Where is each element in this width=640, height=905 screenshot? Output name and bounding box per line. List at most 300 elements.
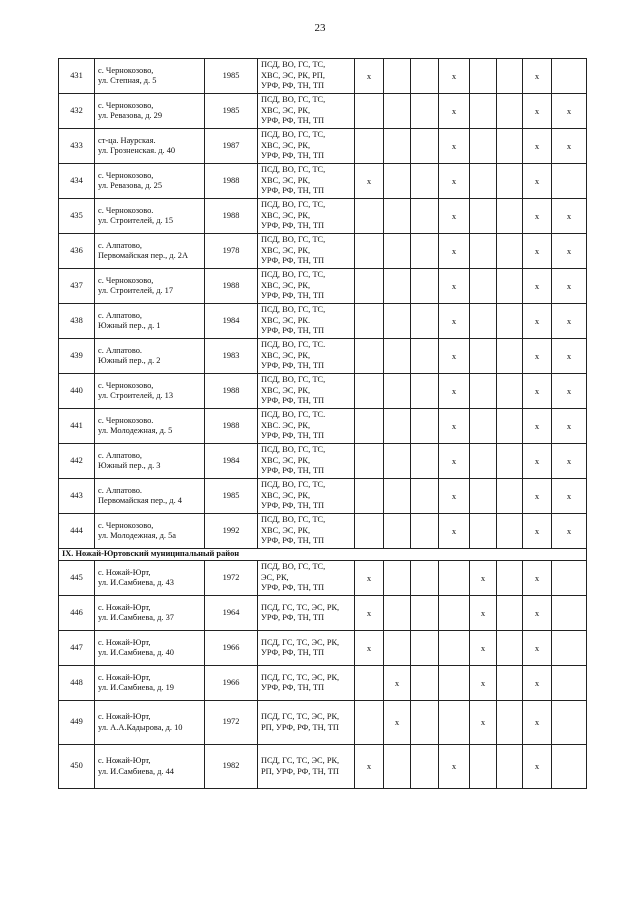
works-line: ЭС, РК,	[261, 572, 289, 582]
mark-cell-5	[470, 479, 497, 514]
mark-cell-7: x	[523, 631, 552, 666]
mark-cell-8: x	[552, 304, 587, 339]
mark-cell-2	[384, 94, 411, 129]
works-line: УРФ, РФ, ТН, ТП	[261, 466, 325, 476]
mark-cell-6	[497, 596, 523, 631]
mark-cell-5	[470, 59, 497, 94]
works-line: ПСД, ВО, ГС, ТС,	[261, 515, 326, 525]
mark-cell-6	[497, 339, 523, 374]
mark-cell-1	[355, 409, 384, 444]
address-cell	[95, 129, 205, 164]
mark-cell-8: x	[552, 234, 587, 269]
address-line: Первомайская пер., д. 2А	[98, 251, 188, 260]
works-line: УРФ, РФ, ТН, ТП	[261, 683, 325, 692]
address-cell	[95, 339, 205, 374]
works-line: УРФ, РФ, ТН, ТП	[261, 501, 325, 511]
address-cell	[95, 59, 205, 94]
address-cell	[95, 631, 205, 666]
table-row	[59, 514, 587, 549]
year-cell: 1988	[205, 269, 258, 304]
mark-cell-2	[384, 269, 411, 304]
works-cell	[258, 59, 355, 94]
mark-cell-7: x	[523, 304, 552, 339]
table-row	[59, 129, 587, 164]
works-line: ХВС, ЭС, РК,	[261, 350, 311, 360]
mark-cell-5: x	[470, 561, 497, 596]
mark-cell-3	[411, 596, 439, 631]
mark-cell-4: x	[439, 234, 470, 269]
works-line: ХВС, ЭС, РК,	[261, 490, 311, 500]
year-cell: 1992	[205, 514, 258, 549]
mark-cell-5	[470, 409, 497, 444]
mark-cell-4	[439, 631, 470, 666]
mark-cell-2	[384, 199, 411, 234]
mark-cell-2	[384, 479, 411, 514]
mark-cell-4: x	[439, 409, 470, 444]
works-line: ПСД, ВО, ГС, ТС,	[261, 305, 326, 315]
mark-cell-3	[411, 561, 439, 596]
works-cell	[258, 164, 355, 199]
mark-cell-1	[355, 129, 384, 164]
mark-cell-7: x	[523, 94, 552, 129]
address-cell	[95, 514, 205, 549]
mark-cell-3	[411, 129, 439, 164]
mark-cell-4: x	[439, 199, 470, 234]
mark-cell-7: x	[523, 199, 552, 234]
works-line: УРФ, РФ, ТН, ТП	[261, 431, 325, 441]
mark-cell-2	[384, 374, 411, 409]
mark-cell-1: x	[355, 631, 384, 666]
works-cell	[258, 631, 355, 666]
mark-cell-2	[384, 409, 411, 444]
mark-cell-4: x	[439, 269, 470, 304]
works-line: ПСД, ГС, ТС, ЭС, РК,	[261, 602, 340, 612]
mark-cell-5	[470, 94, 497, 129]
works-line: УРФ, РФ, ТН, ТП	[261, 536, 325, 546]
table-row	[59, 701, 587, 745]
row-number: 441	[59, 409, 95, 444]
mark-cell-4: x	[439, 374, 470, 409]
row-number: 439	[59, 339, 95, 374]
row-number: 434	[59, 164, 95, 199]
address-line: с. Чернокозово.	[98, 415, 154, 425]
mark-cell-1	[355, 374, 384, 409]
mark-cell-8	[552, 596, 587, 631]
mark-cell-3	[411, 631, 439, 666]
address-line: с. Чернокозово,	[98, 380, 154, 390]
mark-cell-1	[355, 269, 384, 304]
table-row	[59, 596, 587, 631]
works-cell	[258, 666, 355, 701]
row-number: 446	[59, 596, 95, 631]
address-cell	[95, 479, 205, 514]
mark-cell-4	[439, 596, 470, 631]
works-line: ХВС. ЭС, РК,	[261, 420, 311, 430]
works-cell	[258, 374, 355, 409]
address-line: с. Алпатово,	[98, 240, 143, 250]
table-row	[59, 164, 587, 199]
mark-cell-8: x	[552, 269, 587, 304]
mark-cell-5	[470, 339, 497, 374]
row-number: 436	[59, 234, 95, 269]
mark-cell-6	[497, 444, 523, 479]
mark-cell-7: x	[523, 479, 552, 514]
address-line: с. Чернокозово.	[98, 205, 154, 215]
address-line: Южный пер., д. 3	[98, 461, 161, 470]
year-cell: 1972	[205, 701, 258, 745]
works-line: ПСД, ГС, ТС, ЭС, РК,	[261, 712, 340, 722]
mark-cell-6	[497, 129, 523, 164]
address-line: с. Алпатово,	[98, 450, 143, 460]
address-line: Первомайская пер., д. 4	[98, 496, 182, 505]
mark-cell-5	[470, 444, 497, 479]
mark-cell-3	[411, 234, 439, 269]
mark-cell-1	[355, 701, 384, 745]
year-cell: 1984	[205, 304, 258, 339]
mark-cell-8	[552, 561, 587, 596]
works-line: ХВС, ЭС, РК.	[261, 315, 311, 325]
mark-cell-5: x	[470, 596, 497, 631]
mark-cell-2	[384, 561, 411, 596]
mark-cell-1	[355, 199, 384, 234]
mark-cell-6	[497, 745, 523, 789]
row-number: 432	[59, 94, 95, 129]
mark-cell-7: x	[523, 164, 552, 199]
works-line: ПСД, ВО, ГС, ТС,	[261, 445, 326, 455]
mark-cell-3	[411, 199, 439, 234]
year-cell: 1988	[205, 164, 258, 199]
address-line: ул. Молодежная, д. 5а	[98, 531, 176, 540]
year-cell: 1988	[205, 374, 258, 409]
table-row	[59, 561, 587, 596]
works-cell	[258, 199, 355, 234]
row-number: 437	[59, 269, 95, 304]
address-cell	[95, 234, 205, 269]
mark-cell-3	[411, 374, 439, 409]
works-line: ПСД, ВО, ГС, ТС,	[261, 165, 326, 175]
row-number: 449	[59, 701, 95, 745]
mark-cell-5	[470, 374, 497, 409]
works-cell	[258, 479, 355, 514]
works-line: УРФ, РФ, ТН, ТП	[261, 221, 325, 231]
address-line: с. Ножай-Юрт,	[98, 672, 151, 682]
mark-cell-7: x	[523, 596, 552, 631]
table-row	[59, 444, 587, 479]
works-line: ПСД, ВО, ГС, ТС,	[261, 95, 326, 105]
address-line: Южный пер., д. 1	[98, 321, 161, 330]
mark-cell-4: x	[439, 129, 470, 164]
mark-cell-2	[384, 444, 411, 479]
mark-cell-4: x	[439, 479, 470, 514]
mark-cell-8: x	[552, 339, 587, 374]
mark-cell-4: x	[439, 59, 470, 94]
mark-cell-6	[497, 269, 523, 304]
mark-cell-3	[411, 444, 439, 479]
works-line: ХВС, ЭС, РК,	[261, 280, 311, 290]
mark-cell-4: x	[439, 94, 470, 129]
mark-cell-2: x	[384, 666, 411, 701]
mark-cell-2	[384, 631, 411, 666]
mark-cell-7: x	[523, 561, 552, 596]
mark-cell-3	[411, 94, 439, 129]
mark-cell-5: x	[470, 631, 497, 666]
works-line: УРФ, РФ, ТН, ТП	[261, 116, 325, 126]
mark-cell-8	[552, 59, 587, 94]
works-line: УРФ, РФ, ТН, ТП	[261, 256, 325, 266]
works-line: ПСД, ВО, ГС, ТС,	[261, 60, 326, 70]
mark-cell-8: x	[552, 514, 587, 549]
works-line: ХВС, ЭС, РК,	[261, 105, 311, 115]
works-line: ХВС, ЭС, РК,	[261, 140, 311, 150]
address-line: ул. Грозненская. д. 40	[98, 146, 176, 155]
works-line: УРФ, РФ, ТН, ТП	[261, 326, 325, 336]
mark-cell-3	[411, 701, 439, 745]
address-cell	[95, 94, 205, 129]
works-line: РП, УРФ, РФ, ТН, ТП	[261, 766, 339, 776]
page-number: 23	[314, 22, 326, 34]
address-line: с. Алпатово.	[98, 485, 143, 495]
mark-cell-3	[411, 409, 439, 444]
mark-cell-1	[355, 234, 384, 269]
table-row	[59, 339, 587, 374]
mark-cell-2	[384, 745, 411, 789]
mark-cell-8	[552, 666, 587, 701]
works-line: ПСД, ВО, ГС, ТС.	[261, 340, 326, 350]
mark-cell-6	[497, 94, 523, 129]
address-line: ул. И.Самбиева, д. 44	[98, 766, 174, 776]
section-row	[59, 549, 587, 561]
mark-cell-2	[384, 234, 411, 269]
row-number: 448	[59, 666, 95, 701]
works-line: УРФ, РФ, ТН, ТП	[261, 186, 325, 196]
mark-cell-6	[497, 701, 523, 745]
mark-cell-7: x	[523, 701, 552, 745]
mark-cell-5	[470, 514, 497, 549]
mark-cell-1	[355, 514, 384, 549]
mark-cell-2	[384, 339, 411, 374]
address-cell	[95, 561, 205, 596]
mark-cell-7: x	[523, 269, 552, 304]
year-cell: 1985	[205, 479, 258, 514]
address-line: с. Ножай-Юрт,	[98, 567, 151, 577]
year-cell: 1988	[205, 199, 258, 234]
mark-cell-1	[355, 479, 384, 514]
mark-cell-4	[439, 701, 470, 745]
mark-cell-7: x	[523, 339, 552, 374]
row-number: 440	[59, 374, 95, 409]
mark-cell-1	[355, 444, 384, 479]
mark-cell-8	[552, 745, 587, 789]
mark-cell-6	[497, 199, 523, 234]
address-cell	[95, 409, 205, 444]
address-cell	[95, 269, 205, 304]
address-cell	[95, 444, 205, 479]
works-line: ПСД, ВО, ГС, ТС,	[261, 235, 326, 245]
works-cell	[258, 234, 355, 269]
works-line: ХВС, ЭС, РК,	[261, 455, 311, 465]
mark-cell-5	[470, 164, 497, 199]
year-cell: 1982	[205, 745, 258, 789]
works-cell	[258, 269, 355, 304]
row-number: 450	[59, 745, 95, 789]
address-line: ул. Степная, д. 5	[98, 76, 157, 85]
mark-cell-1: x	[355, 59, 384, 94]
table-row	[59, 409, 587, 444]
mark-cell-7: x	[523, 234, 552, 269]
mark-cell-4: x	[439, 164, 470, 199]
works-line: ПСД, ВО, ГС, ТС,	[261, 270, 326, 280]
table-row	[59, 94, 587, 129]
mark-cell-6	[497, 164, 523, 199]
row-number: 444	[59, 514, 95, 549]
mark-cell-6	[497, 479, 523, 514]
address-line: с. Чернокозово,	[98, 100, 154, 110]
year-cell: 1972	[205, 561, 258, 596]
mark-cell-6	[497, 666, 523, 701]
mark-cell-8: x	[552, 444, 587, 479]
works-cell	[258, 304, 355, 339]
mark-cell-1	[355, 666, 384, 701]
mark-cell-7: x	[523, 59, 552, 94]
works-line: ХВС, ЭС, РК, РП,	[261, 70, 325, 80]
row-number: 438	[59, 304, 95, 339]
row-number: 433	[59, 129, 95, 164]
year-cell: 1988	[205, 409, 258, 444]
address-line: с. Чернокозово,	[98, 65, 154, 75]
mark-cell-7: x	[523, 745, 552, 789]
works-line: ПСД, ВО, ГС, ТС,	[261, 562, 326, 572]
address-line: ул. А.А.Кадырова, д. 10	[98, 722, 183, 732]
mark-cell-4: x	[439, 304, 470, 339]
works-cell	[258, 745, 355, 789]
address-line: ул. И.Самбиева, д. 40	[98, 648, 174, 657]
mark-cell-2	[384, 164, 411, 199]
mark-cell-4: x	[439, 745, 470, 789]
mark-cell-5	[470, 234, 497, 269]
address-cell	[95, 164, 205, 199]
mark-cell-5: x	[470, 701, 497, 745]
works-line: РП, УРФ, РФ, ТН, ТП	[261, 722, 339, 732]
works-line: ХВС, ЭС, РК,	[261, 245, 311, 255]
works-line: УРФ, РФ, ТН, ТП	[261, 151, 325, 161]
mark-cell-2	[384, 304, 411, 339]
works-cell	[258, 596, 355, 631]
mark-cell-1: x	[355, 561, 384, 596]
mark-cell-5	[470, 304, 497, 339]
works-line: ПСД, ГС, ТС, ЭС, РК,	[261, 637, 340, 647]
mark-cell-2	[384, 59, 411, 94]
works-cell	[258, 444, 355, 479]
mark-cell-7: x	[523, 444, 552, 479]
mark-cell-8: x	[552, 409, 587, 444]
address-line: ул. Строителей, д. 15	[98, 216, 174, 225]
address-line: ул. Молодежная, д. 5	[98, 426, 173, 435]
address-line: с. Ножай-Юрт,	[98, 637, 151, 647]
mark-cell-6	[497, 374, 523, 409]
mark-cell-2	[384, 129, 411, 164]
address-line: с. Ножай-Юрт,	[98, 602, 151, 612]
works-cell	[258, 561, 355, 596]
works-line: УРФ, РФ, ТН, ТП	[261, 648, 325, 657]
address-cell	[95, 666, 205, 701]
table-row	[59, 269, 587, 304]
mark-cell-3	[411, 745, 439, 789]
year-cell: 1966	[205, 631, 258, 666]
table-row	[59, 59, 587, 94]
works-cell	[258, 339, 355, 374]
table-row	[59, 745, 587, 789]
mark-cell-4: x	[439, 444, 470, 479]
mark-cell-1	[355, 339, 384, 374]
address-cell	[95, 304, 205, 339]
mark-cell-3	[411, 269, 439, 304]
mark-cell-7: x	[523, 409, 552, 444]
mark-cell-7: x	[523, 129, 552, 164]
mark-cell-6	[497, 514, 523, 549]
mark-cell-5	[470, 745, 497, 789]
table-row	[59, 199, 587, 234]
mark-cell-3	[411, 304, 439, 339]
address-cell	[95, 596, 205, 631]
year-cell: 1966	[205, 666, 258, 701]
year-cell: 1984	[205, 444, 258, 479]
works-cell	[258, 94, 355, 129]
address-line: ст-ца. Наурская.	[98, 135, 156, 145]
works-line: ПСД, ВО, ГС, ТС,	[261, 200, 326, 210]
mark-cell-6	[497, 561, 523, 596]
table-row	[59, 479, 587, 514]
mark-cell-6	[497, 234, 523, 269]
section-title: IX. Ножай-Юртовский муниципальный район	[59, 549, 587, 561]
works-line: УРФ, РФ, ТН, ТП	[261, 81, 325, 91]
mark-cell-1: x	[355, 164, 384, 199]
table-row	[59, 234, 587, 269]
address-line: ул. Ревазова, д. 25	[98, 181, 163, 190]
row-number: 445	[59, 561, 95, 596]
mark-cell-3	[411, 339, 439, 374]
row-number: 435	[59, 199, 95, 234]
works-line: ПСД, ВО, ГС, ТС,	[261, 130, 326, 140]
works-cell	[258, 409, 355, 444]
mark-cell-8: x	[552, 479, 587, 514]
works-line: ХВС, ЭС, РК,	[261, 175, 311, 185]
mark-cell-5	[470, 129, 497, 164]
works-line: УРФ, РФ, ТН, ТП	[261, 613, 325, 622]
buildings-table	[58, 58, 587, 789]
address-line: с. Алпатово.	[98, 345, 143, 355]
address-line: ул. Ревазова, д. 29	[98, 111, 163, 120]
mark-cell-5	[470, 199, 497, 234]
works-line: ПСД, ГС, ТС, ЭС, РК,	[261, 756, 340, 766]
year-cell: 1978	[205, 234, 258, 269]
works-cell	[258, 701, 355, 745]
year-cell: 1983	[205, 339, 258, 374]
year-cell: 1987	[205, 129, 258, 164]
address-line: с. Чернокозово,	[98, 170, 154, 180]
row-number: 431	[59, 59, 95, 94]
address-line: с. Чернокозово,	[98, 520, 154, 530]
works-cell	[258, 514, 355, 549]
mark-cell-2	[384, 514, 411, 549]
mark-cell-4: x	[439, 514, 470, 549]
row-number: 442	[59, 444, 95, 479]
mark-cell-1: x	[355, 596, 384, 631]
address-line: ул. Строителей, д. 13	[98, 391, 174, 400]
works-line: ПСД, ГС, ТС, ЭС, РК,	[261, 672, 340, 682]
address-line: с. Алпатово,	[98, 310, 143, 320]
address-line: ул. И.Самбиева, д. 37	[98, 613, 174, 622]
address-cell	[95, 374, 205, 409]
